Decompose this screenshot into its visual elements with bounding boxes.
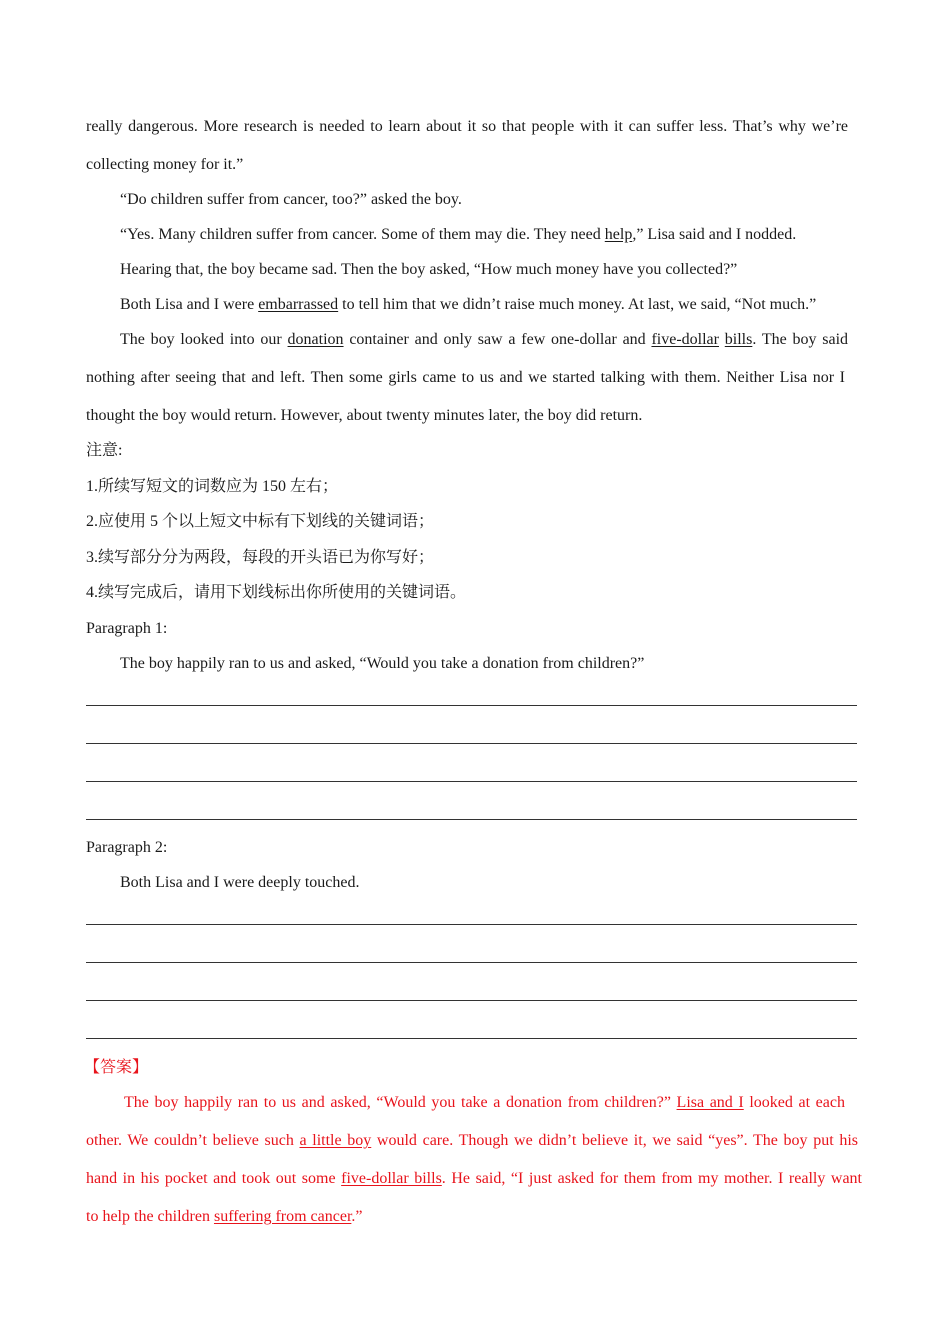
answer-line <box>86 1131 858 1151</box>
passage-line <box>120 330 848 350</box>
text: . He said, “I just asked for them from my mother. I really want <box>441 1170 862 1187</box>
text: to tell him that we didn’t raise much money. At last, we said, “Not much.” <box>338 296 817 313</box>
text: ,” Lisa said and I nodded. <box>632 226 797 243</box>
passage-line <box>120 225 796 245</box>
note-item: 3.续写部分分为两段，每段的开头语已为你写好； <box>86 549 435 566</box>
paragraph-2-label: Paragraph 2: <box>86 839 168 856</box>
text: would care. Though we didn’t believe it, we said “yes”. The boy put his <box>371 1132 859 1149</box>
keyword: a little boy <box>299 1132 372 1149</box>
keyword: suffering from cancer <box>213 1208 352 1225</box>
passage-line: really dangerous. More research is needed to learn about it so that people with it can suffer less. That’s why we’re <box>86 118 848 135</box>
text: Both Lisa and I were <box>120 296 259 313</box>
answer-line <box>86 1207 363 1227</box>
passage-line: “Do children suffer from cancer, too?” asked the boy. <box>120 191 462 208</box>
note-item: 4.续写完成后，请用下划线标出你所使用的关键词语。 <box>86 584 467 601</box>
text: The boy happily ran to us and asked, “Would you take a donation from children?” <box>124 1094 677 1111</box>
writing-line[interactable] <box>86 1000 857 1001</box>
keyword: five-dollar bills <box>341 1170 442 1187</box>
text: “Yes. Many children suffer from cancer. Some of them may die. They need <box>120 226 605 243</box>
text: container and only saw a few one-dollar and <box>343 331 652 348</box>
keyword: five-dollar <box>651 331 719 348</box>
text: to help the children <box>86 1208 214 1225</box>
text: looked at each <box>743 1094 845 1111</box>
text: . The boy said <box>752 331 849 348</box>
answer-line <box>86 1169 862 1189</box>
notes-title: 注意: <box>86 442 123 459</box>
text: The boy looked into our <box>120 331 288 348</box>
writing-line[interactable] <box>86 819 857 820</box>
writing-line[interactable] <box>86 743 857 744</box>
text: hand in his pocket and took out some <box>86 1170 342 1187</box>
passage-line: nothing after seeing that and left. Then some girls came to us and we started talking with them. Neither Lisa nor I <box>86 369 845 386</box>
keyword: Lisa and I <box>676 1094 744 1111</box>
keyword: donation <box>287 331 344 348</box>
keyword: help <box>604 226 633 243</box>
note-item: 2.应使用 5 个以上短文中标有下划线的关键词语； <box>86 513 435 530</box>
answer-label: 【答案】 <box>84 1059 149 1076</box>
passage-line: collecting money for it.” <box>86 156 244 173</box>
text: .” <box>351 1208 363 1225</box>
paragraph-1-label: Paragraph 1: <box>86 620 168 637</box>
writing-line[interactable] <box>86 781 857 782</box>
note-item: 1.所续写短文的词数应为 150 左右； <box>86 478 339 495</box>
paragraph-1-opening: The boy happily ran to us and asked, “Would you take a donation from children?” <box>120 655 645 672</box>
paragraph-2-opening: Both Lisa and I were deeply touched. <box>120 874 360 891</box>
keyword: embarrassed <box>258 296 339 313</box>
writing-line[interactable] <box>86 1038 857 1039</box>
passage-line: Hearing that, the boy became sad. Then the boy asked, “How much money have you collected?” <box>120 261 738 278</box>
text: other. We couldn’t believe such <box>86 1132 300 1149</box>
answer-line <box>124 1093 845 1113</box>
passage-line <box>120 295 816 315</box>
writing-line[interactable] <box>86 705 857 706</box>
passage-line: thought the boy would return. However, about twenty minutes later, the boy did return. <box>86 407 643 424</box>
keyword: bills <box>724 331 753 348</box>
writing-line[interactable] <box>86 924 857 925</box>
writing-line[interactable] <box>86 962 857 963</box>
